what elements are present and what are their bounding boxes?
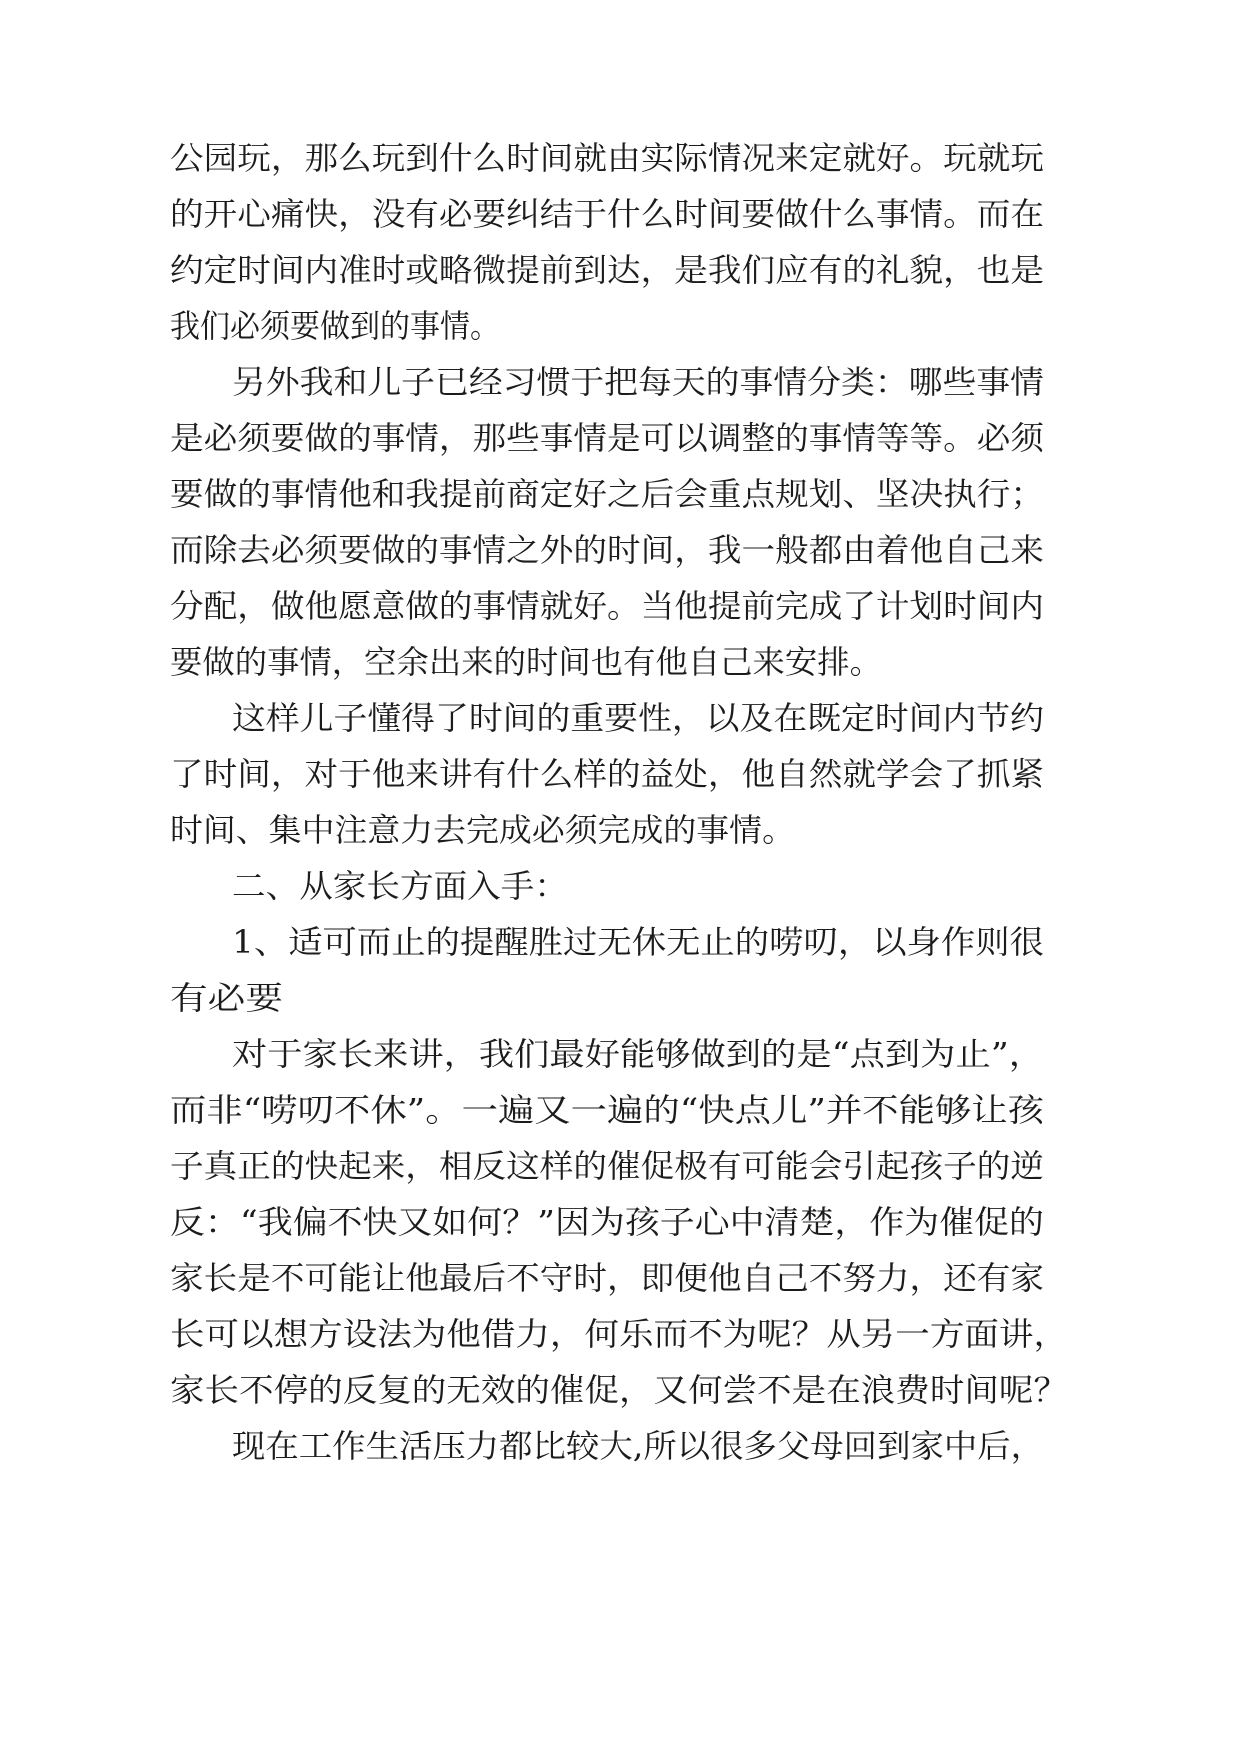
text-line: 时间、集中注意力去完成必须完成的事情。: [170, 811, 795, 849]
text-line: 约定时间内准时或略微提前到达，是我们应有的礼貌，也是: [170, 251, 1045, 289]
text-line: 对于家长来讲，我们最好能够做到的是“点到为止”，: [232, 1035, 1045, 1073]
text-line: 长可以想方设法为他借力，何乐而不为呢？从另一方面讲，: [170, 1315, 1068, 1353]
text-line: 子真正的快起来，相反这样的催促极有可能会引起孩子的逆: [170, 1147, 1045, 1185]
text-line: 分配，做他愿意做的事情就好。当他提前完成了计划时间内: [170, 587, 1045, 625]
text-line: 这样儿子懂得了时间的重要性，以及在既定时间内节约: [232, 699, 1045, 737]
text-line: 要做的事情他和我提前商定好之后会重点规划、坚决执行；: [170, 475, 1045, 513]
text-line: 的开心痛快，没有必要纠结于什么时间要做什么事情。而在: [170, 195, 1045, 233]
text-line: 是必须要做的事情，那些事情是可以调整的事情等等。必须: [170, 419, 1045, 457]
text-line: 现在工作生活压力都比较大,所以很多父母回到家中后，: [232, 1427, 1045, 1465]
text-line: 1、适可而止的提醒胜过无休无止的唠叨，以身作则很: [232, 923, 1044, 961]
text-line: 而非“唠叨不休”。一遍又一遍的“快点儿”并不能够让孩: [170, 1091, 1045, 1129]
text-line: 而除去必须要做的事情之外的时间，我一般都由着他自己来: [170, 531, 1045, 569]
text-line: 家长是不可能让他最后不守时，即便他自己不努力，还有家: [170, 1259, 1045, 1297]
text-line: 反：“我偏不快又如何？”因为孩子心中清楚，作为催促的: [170, 1203, 1045, 1241]
text-line: 二、从家长方面入手：: [232, 867, 568, 905]
text-line: 有必要: [170, 979, 284, 1017]
text-line: 家长不停的反复的无效的催促，又何尝不是在浪费时间呢？: [170, 1371, 1068, 1409]
text-line: 了时间，对于他来讲有什么样的益处，他自然就学会了抓紧: [170, 755, 1045, 793]
text-line: 另外我和儿子已经习惯于把每天的事情分类：哪些事情: [232, 363, 1045, 401]
text-line: 我们必须要做到的事情。: [170, 307, 501, 345]
text-line: 要做的事情，空余出来的时间也有他自己来安排。: [170, 643, 882, 681]
text-line: 公园玩，那么玩到什么时间就由实际情况来定就好。玩就玩: [170, 139, 1045, 177]
